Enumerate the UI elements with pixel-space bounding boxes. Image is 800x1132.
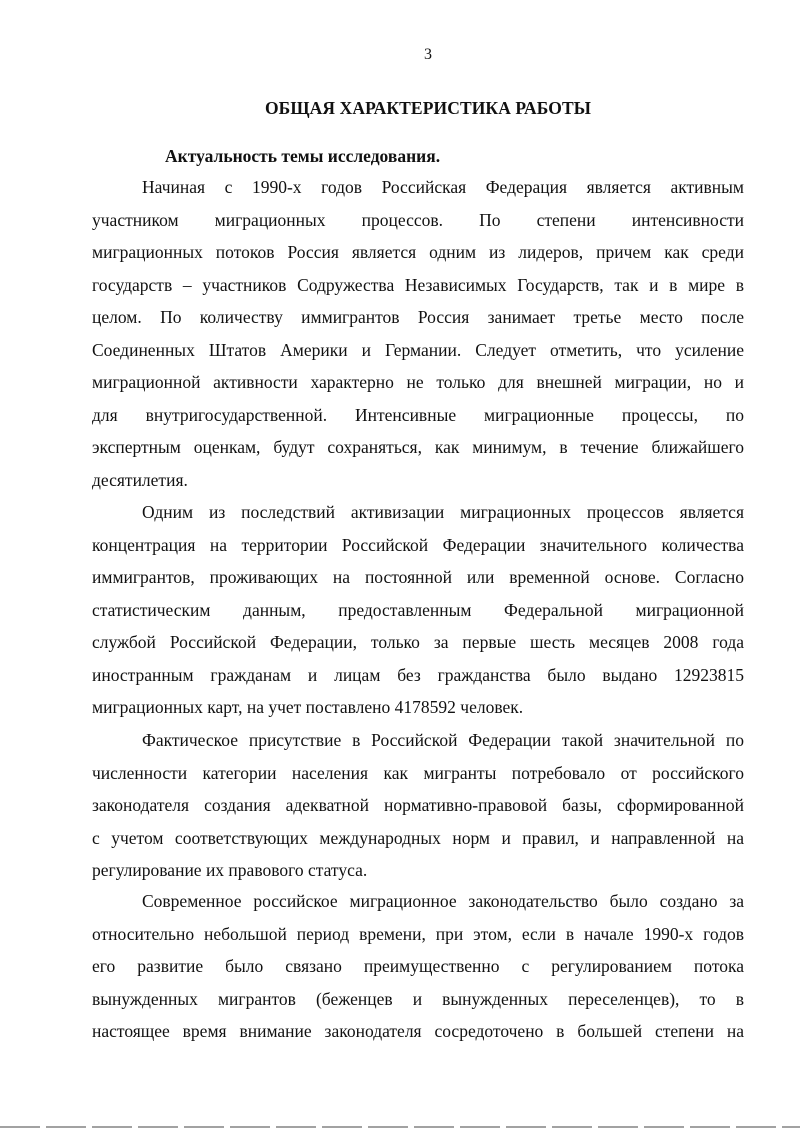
text-line: статистическим данным, предоставленным Федеральной миграционной	[92, 599, 744, 620]
text-line: иностранным гражданам и лицам без гражданства было выдано 12923815	[92, 664, 744, 685]
text-line: экспертным оценкам, будут сохраняться, как минимум, в течение ближайшего	[92, 437, 744, 457]
text-line: с учетом соответствующих международных норм и правил, и направленной на	[92, 827, 744, 848]
text-line: государств – участников Содружества Независимых Государств, так и в мире в	[92, 274, 744, 295]
text-line: целом. По количеству иммигрантов Россия занимает третье место после	[92, 307, 744, 327]
text-line: законодателя создания адекватной нормативно-правовой базы, сформированной	[92, 795, 744, 815]
body-text	[92, 724, 744, 887]
text-line: десятилетия.	[92, 469, 188, 490]
text-line: иммигрантов, проживающих на постоянной или временной основе. Согласно	[92, 567, 744, 587]
text-line: вынужденных мигрантов (беженцев и вынужденных переселенцев), то в	[92, 988, 744, 1009]
paragraph-4	[92, 885, 744, 1048]
body-text	[92, 171, 744, 496]
text-line: участником миграционных процессов. По степени интенсивности	[92, 209, 744, 230]
text-line: службой Российской Федерации, только за первые шесть месяцев 2008 года	[92, 632, 744, 652]
paragraph-3	[92, 724, 744, 887]
body-text	[92, 885, 744, 1048]
scan-edge-artifact	[0, 1126, 800, 1128]
body-text	[92, 496, 744, 724]
text-line: его развитие было связано преимущественно с регулированием потока	[92, 956, 744, 976]
text-line: концентрация на территории Российской Федерации значительного количества	[92, 534, 744, 555]
text-line: Фактическое присутствие в Российской Федерации такой значительной по	[142, 730, 744, 750]
section-heading: ОБЩАЯ ХАРАКТЕРИСТИКА РАБОТЫ	[264, 98, 592, 118]
text-line: Начиная с 1990-х годов Российская Федерация является активным	[142, 177, 744, 197]
text-line: миграционных карт, на учет поставлено 4178592 человек.	[92, 697, 524, 717]
text-line: миграционных потоков Россия является одним из лидеров, причем как среди	[92, 242, 744, 262]
text-line: относительно небольшой период времени, при этом, если в начале 1990-х годов	[92, 923, 744, 944]
subsection-heading: Актуальность темы исследования.	[165, 146, 441, 166]
page-number: 3	[424, 46, 432, 63]
text-line: численности категории населения как мигранты потребовало от российского	[92, 762, 744, 783]
text-line: для внутригосударственной. Интенсивные миграционные процессы, по	[92, 404, 744, 425]
paragraph-2	[92, 496, 744, 724]
text-line: регулирование их правового статуса.	[92, 860, 368, 880]
text-line: Одним из последствий активизации миграционных процессов является	[142, 502, 744, 522]
text-line: Соединенных Штатов Америки и Германии. Следует отметить, что усиление	[92, 339, 744, 360]
paragraph-1	[92, 171, 744, 496]
text-line: миграционной активности характерно не только для внешней миграции, но и	[92, 372, 744, 392]
text-line: настоящее время внимание законодателя сосредоточено в большей степени на	[92, 1021, 744, 1041]
text-line: Современное российское миграционное законодательство было создано за	[142, 891, 744, 911]
